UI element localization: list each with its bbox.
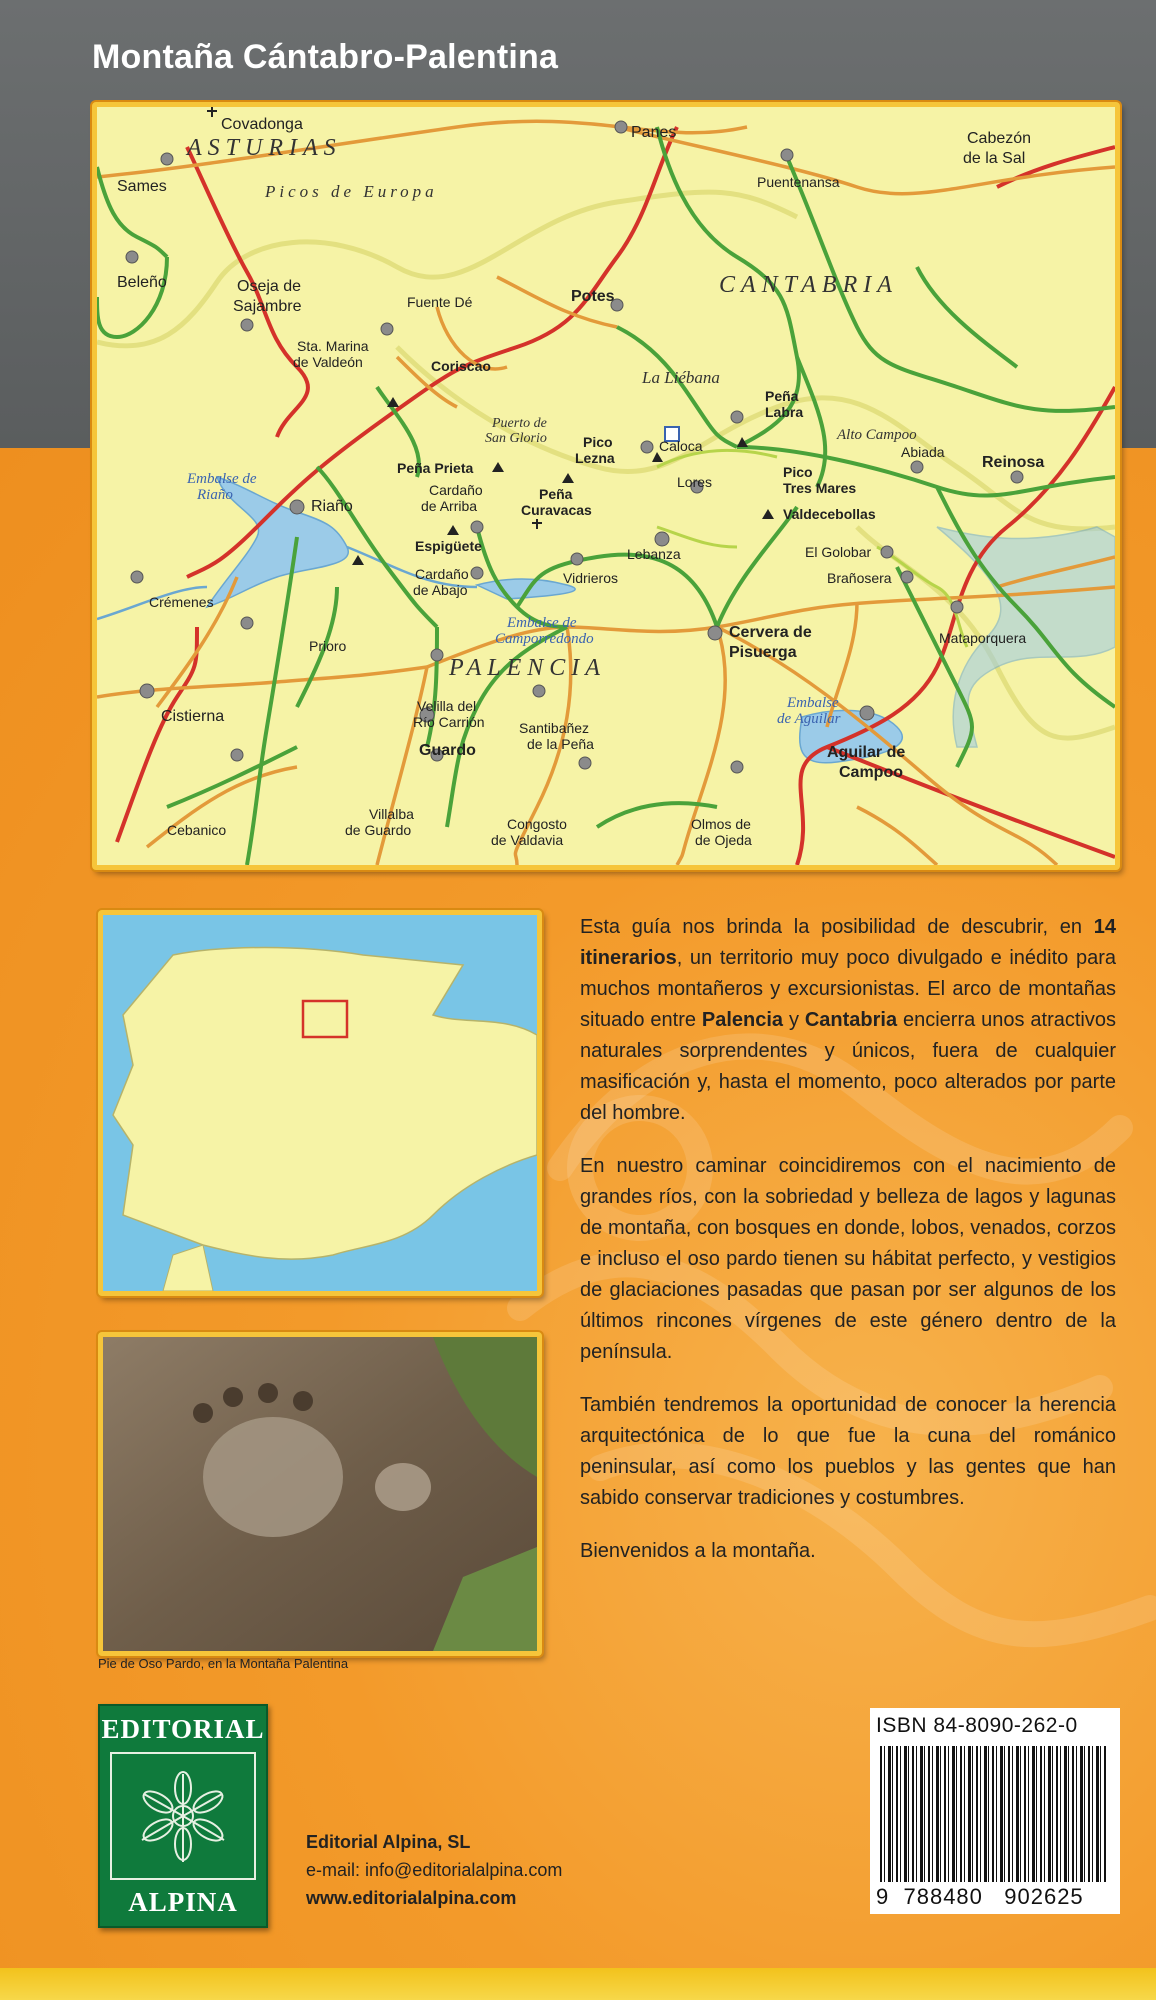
place-pena-curavacas: Peña Curavacas — [521, 486, 592, 518]
location-inset-map — [98, 910, 542, 1296]
region-palencia: PALENCIA — [449, 655, 606, 681]
paragraph-1: Esta guía nos brinda la posibilidad de descubrir, en 14 itinerarios, un territorio muy poco divulgado e inédito para muchos montañeros y excursionistas. El arco de montañas situado entre Palencia y Cantabria encierra unos atractivos naturales sorprendentes y únicos, fuera de cualquier masificación y, hasta el momento, poco alterados por parte del hombre. — [580, 916, 1116, 1124]
publisher-name: Editorial Alpina, SL — [306, 1832, 471, 1852]
place-caloca: Caloca — [659, 438, 703, 454]
place-fuente-de: Fuente Dé — [407, 294, 473, 310]
place-cabezon: Cabezón de la Sal — [963, 130, 1032, 167]
place-guardo: Guardo — [419, 742, 476, 759]
place-puentenansa: Puentenansa — [757, 174, 840, 190]
place-mataporquera: Mataporquera — [939, 630, 1027, 646]
place-puerto: Puerto de San Glorio — [485, 416, 547, 446]
place-el-golobar: El Golobar — [805, 544, 872, 560]
place-coriscao: Coriscao — [431, 358, 491, 374]
reservoir-aguilar: Embalse de Aguilar — [777, 695, 841, 727]
place-potes: Potes — [571, 288, 615, 305]
place-abiada: Abiada — [901, 444, 945, 460]
paragraph-4: Bienvenidos a la montaña. — [580, 1540, 816, 1562]
place-santibanez: Santibañez de la Peña — [519, 720, 594, 752]
place-cardano-arriba: Cardaño de Arriba — [421, 482, 483, 514]
place-branosera: Brañosera — [827, 570, 892, 586]
place-cremenes: Crémenes — [149, 594, 214, 610]
reservoir-riano: Embalse de Riaño — [187, 471, 257, 503]
region-cantabria: CANTABRIA — [719, 272, 898, 298]
place-pena-prieta: Peña Prieta — [397, 460, 474, 476]
back-cover-text — [580, 912, 1116, 1589]
ean-digits: 9 788480 902625 — [876, 1884, 1084, 1909]
logo-top-text: EDITORIAL — [101, 1714, 265, 1744]
range-picos-europa: Picos de Europa — [265, 182, 438, 201]
place-cebanico: Cebanico — [167, 822, 227, 838]
place-alto-campoo: Alto Campoo — [837, 427, 917, 443]
place-cistierna: Cistierna — [161, 708, 225, 725]
place-lebanza: Lebanza — [627, 546, 681, 562]
book-title: Montaña Cántabro-Palentina — [92, 38, 559, 76]
place-sta-marina: Sta. Marina de Valdeón — [293, 338, 369, 370]
bear-footprint-photo — [98, 1332, 542, 1656]
place-prioro: Prioro — [309, 638, 347, 654]
place-cardano-abajo: Cardaño de Abajo — [413, 566, 469, 598]
region-asturias: ASTURIAS — [187, 135, 342, 161]
place-riano: Riaño — [311, 498, 353, 515]
place-congosto: Congosto de Valdavia — [491, 816, 567, 848]
place-olmos: Olmos de de Ojeda — [691, 816, 752, 848]
place-pena-labra: Peña Labra — [765, 388, 804, 420]
place-oseja: Oseja de Sajambre — [233, 278, 302, 315]
publisher-info — [306, 1828, 562, 1912]
bottom-strip — [0, 1968, 1156, 2000]
place-cervera: Cervera de Pisuerga — [729, 624, 812, 661]
paragraph-3: También tendremos la oportunidad de conocer la herencia arquitectónica de lo que fue la cuna del románico peninsular, así como los pueblos y las gentes que han sabido conservar tradiciones y costumbres. — [580, 1394, 1116, 1509]
barcode — [880, 1746, 1106, 1882]
place-reinosa: Reinosa — [982, 454, 1045, 471]
reservoir-camporredondo: Embalse de Camporredondo — [495, 615, 594, 647]
place-beleno: Beleño — [117, 274, 167, 291]
photo-caption: Pie de Oso Pardo, en la Montaña Palentina — [98, 1656, 349, 1671]
place-sames: Sames — [117, 178, 167, 195]
place-valdecebollas: Valdecebollas — [783, 506, 876, 522]
area-la-liebana: La Liébana — [642, 368, 720, 387]
place-pico-lezna: Pico Lezna — [575, 434, 615, 466]
route-map — [92, 102, 1120, 870]
isbn-number: ISBN 84-8090-262-0 — [876, 1714, 1078, 1737]
place-espiguete: Espigüete — [415, 538, 482, 554]
place-villalba: Villalba de Guardo — [345, 806, 414, 838]
place-aguilar: Aguilar de Campoo — [827, 744, 906, 781]
place-panes: Panes — [631, 124, 677, 141]
logo-bottom-text: ALPINA — [128, 1887, 238, 1917]
place-velilla: Velilla del Río Carrión — [413, 698, 485, 730]
place-lores: Lores — [677, 474, 713, 490]
place-pico-tres-mares: Pico Tres Mares — [783, 464, 857, 496]
publisher-logo — [98, 1704, 268, 1928]
publisher-website[interactable]: www.editorialalpina.com — [306, 1888, 517, 1908]
paragraph-2: En nuestro caminar coincidiremos con el nacimiento de grandes ríos, con la sobriedad y belleza de lagos y lagunas de montaña, con bosques en donde, lobos, venados, corzos e incluso el oso pardo tienen su hábitat perfecto, y vestigios de glaciaciones pasadas que pasan por ser algunos de los últimos rincones vírgenes de este género dentro de la península. — [580, 1155, 1116, 1363]
place-covadonga: Covadonga — [221, 116, 303, 133]
publisher-email[interactable]: e-mail: info@editorialalpina.com — [306, 1860, 563, 1880]
place-vidrieros: Vidrieros — [563, 570, 618, 586]
edelweiss-icon — [110, 1752, 256, 1880]
